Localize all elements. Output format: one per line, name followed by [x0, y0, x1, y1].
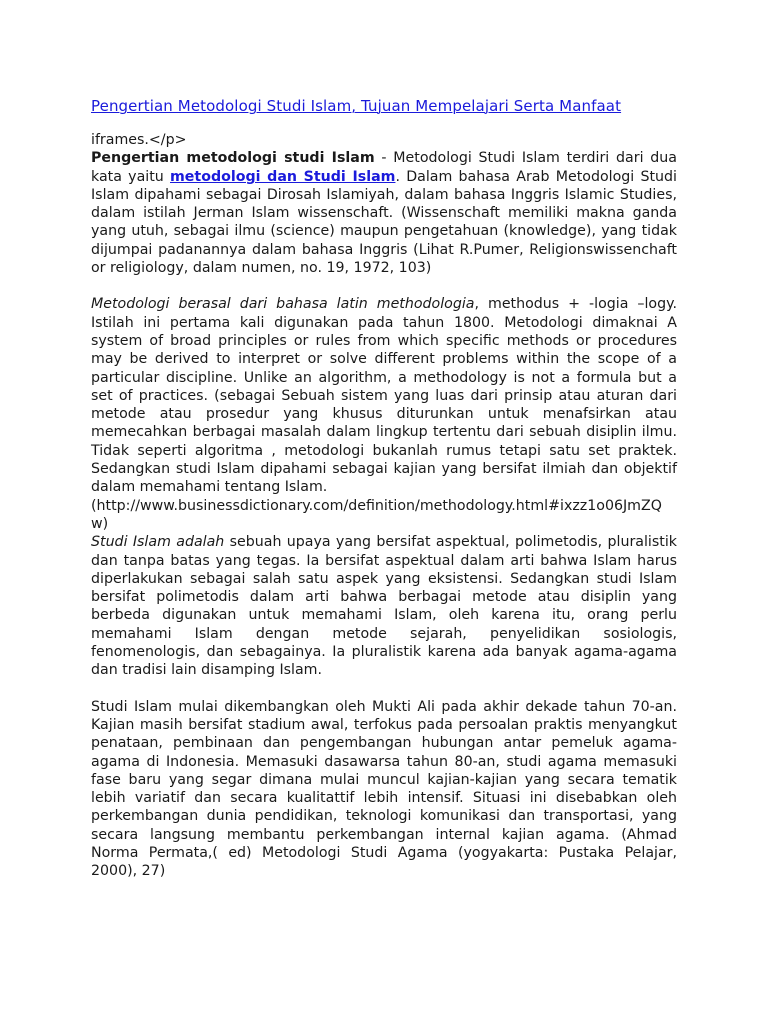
definition-lead: Pengertian metodologi studi Islam — [91, 150, 375, 167]
paragraph-spacer — [91, 680, 677, 698]
studi-islam-lead: Studi Islam adalah — [91, 534, 225, 551]
definition-intro: - Metodologi Studi Islam terdiri dari dua kata yaitu — [91, 150, 677, 185]
methodology-source-url: (http://www.businessdictionary.com/definition/methodology.html#ixzz1o06JmZQw) — [91, 497, 662, 532]
methodology-lead: Metodologi berasal dari bahasa latin methodologia — [91, 296, 475, 313]
article-title-link[interactable]: Pengertian Metodologi Studi Islam, Tujuan Mempelajari Serta Manfaat — [91, 97, 622, 115]
paragraph-history: Studi Islam mulai dikembangkan oleh Mukti Ali pada akhir dekade tahun 70-an. Kajian masih bersifat stadium awal, terfokus pada persoalan praktis menyangkut penataan, pembinaan dan pengembangan hubungan antar pemeluk agama-agama di Indonesia. Memasuki dasawarsa tahun 80-an, studi agama memasuki fase baru yang segar dimana mulai muncul kajian-kajian yang secara tematik lebih variatif dan secara kualitattif lebih intensif. Situasi ini disebabkan oleh perkembangan dunia pendidikan, teknologi komunikasi dan transportasi, yang secara langsung membantu perkembangan internal kajian agama. (Ahmad Norma Permata,( ed) Metodologi Studi Agama (yogyakarta: Pustaka Pelajar, 2000), 27) — [91, 698, 677, 880]
paragraph-methodology — [91, 295, 677, 496]
document-page — [91, 97, 677, 881]
methodology-rest: , methodus + -logia –logy. Istilah ini pertama kali digunakan pada tahun 1800. Metodologi dimaknai A system of broad principles or rules from which specific methods or procedures may be derived to interpret or solve different problems within the scope of a particular discipline. Unlike an algorithm, a methodology is not a formula but a set of practices. (sebagai Sebuah sistem yang luas dari prinsip atau aturan dari metode atau prosedur yang khusus diturunkan untuk menafsirkan atau memecahkan berbagai masalah dalam lingkup tertentu dari sebuah disiplin ilmu. Tidak seperti algoritma , metodologi bukanlah rumus tetapi satu set praktek. Sedangkan studi Islam dipahami sebagai kajian yang bersifat ilmiah dan objektif dalam memahami tentang Islam. — [91, 296, 677, 496]
metodologi-studi-islam-link[interactable]: metodologi dan Studi Islam — [170, 168, 396, 185]
studi-islam-rest: sebuah upaya yang bersifat aspektual, polimetodis, pluralistik dan tanpa batas yang tegas. Ia bersifat aspektual dalam arti bahwa Islam harus diperlakukan sebagai salah satu aspek yang eksistensi. Sedangkan studi Islam bersifat polimetodis dalam arti bahwa berbagai metode atau disiplin yang berbeda digunakan untuk memahami Islam, oleh karena itu, orang perlu memahami Islam dengan metode sejarah, penyelidikan sosiologis, fenomenologis, dan sebagainya. Ia pluralistik karena ada banyak agama-agama dan tradisi lain disamping Islam. — [91, 534, 677, 679]
iframes-fragment: iframes.</p> — [91, 132, 187, 148]
definition-rest: . Dalam bahasa Arab Metodologi Studi Islam dipahami sebagai Dirosah Islamiyah, dalam bahasa Inggris Islamic Studies, dalam istilah Jerman Islam wissenschaft. (Wissenschaft memiliki makna ganda yang utuh, sebagai ilmu (science) maupun pengetahuan (knowledge), yang tidak dijumpai padanannya dalam bahasa Inggris (Lihat R.Pumer, Religionswissenchaft or religiology, dalam numen, no. 19, 1972, 103) — [91, 168, 677, 277]
paragraph-studi-islam — [91, 533, 677, 679]
paragraph-spacer — [91, 277, 677, 295]
article-body — [91, 131, 677, 881]
paragraph-definition — [91, 149, 677, 277]
